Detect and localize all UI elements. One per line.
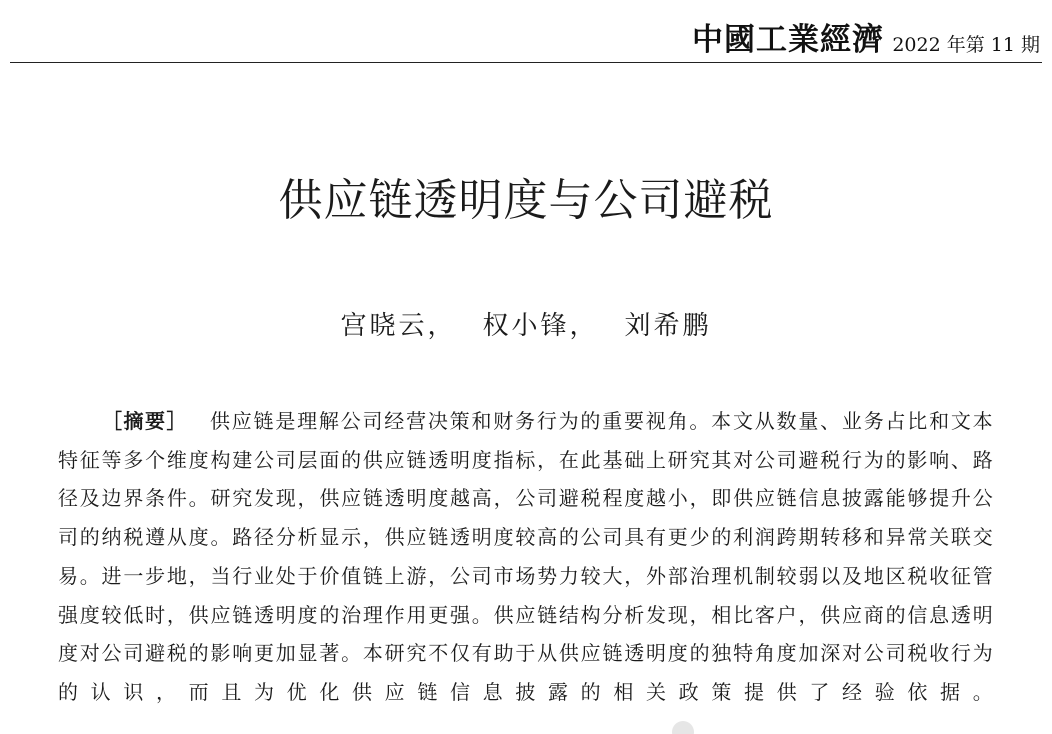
abstract xyxy=(58,402,994,712)
watermark-logo-icon xyxy=(672,721,694,734)
author-list xyxy=(0,306,1052,346)
author-name: 权小锋， xyxy=(482,311,599,341)
header-rule xyxy=(10,62,1042,63)
journal-name: 中國工業經濟 xyxy=(692,22,884,58)
running-header xyxy=(0,0,1052,64)
article-title: 供应链透明度与公司避税 xyxy=(278,175,774,226)
abstract-text: 供应链是理解公司经营决策和财务行为的重要视角。本文从数量、业务占比和文本特征等多个维度构建公司层面的供应链透明度指标，在此基础上研究其对公司避税行为的影响、路径及边界条件。研究发现，供应链透明度越高，公司避税程度越小，即供应链信息披露能够提升公司的纳税遵从度。路径分析显示，供应链透明度较高的公司具有更少的利润跨期转移和异常关联交易。进一步地，当行业处于价值链上游，公司市场势力较大，外部治理机制较弱以及地区税收征管强度较低时，供应链透明度的治理作用更强。供应链结构分析发现，相比客户，供应商的信息透明度对公司避税的影响更加显著。本研究不仅有助于从供应链透明度的独特角度加深对公司税收行为的认识，而且为优化供应链信息披露的相关政策提供了经验依据。 xyxy=(58,409,994,704)
abstract-label: ［摘要］ xyxy=(102,409,188,433)
issue-label: 2022 年第 11 期 xyxy=(892,34,1040,56)
author-name: 刘希鹏 xyxy=(624,311,712,341)
author-name: 宫晓云， xyxy=(340,311,457,341)
watermark xyxy=(672,718,1012,734)
